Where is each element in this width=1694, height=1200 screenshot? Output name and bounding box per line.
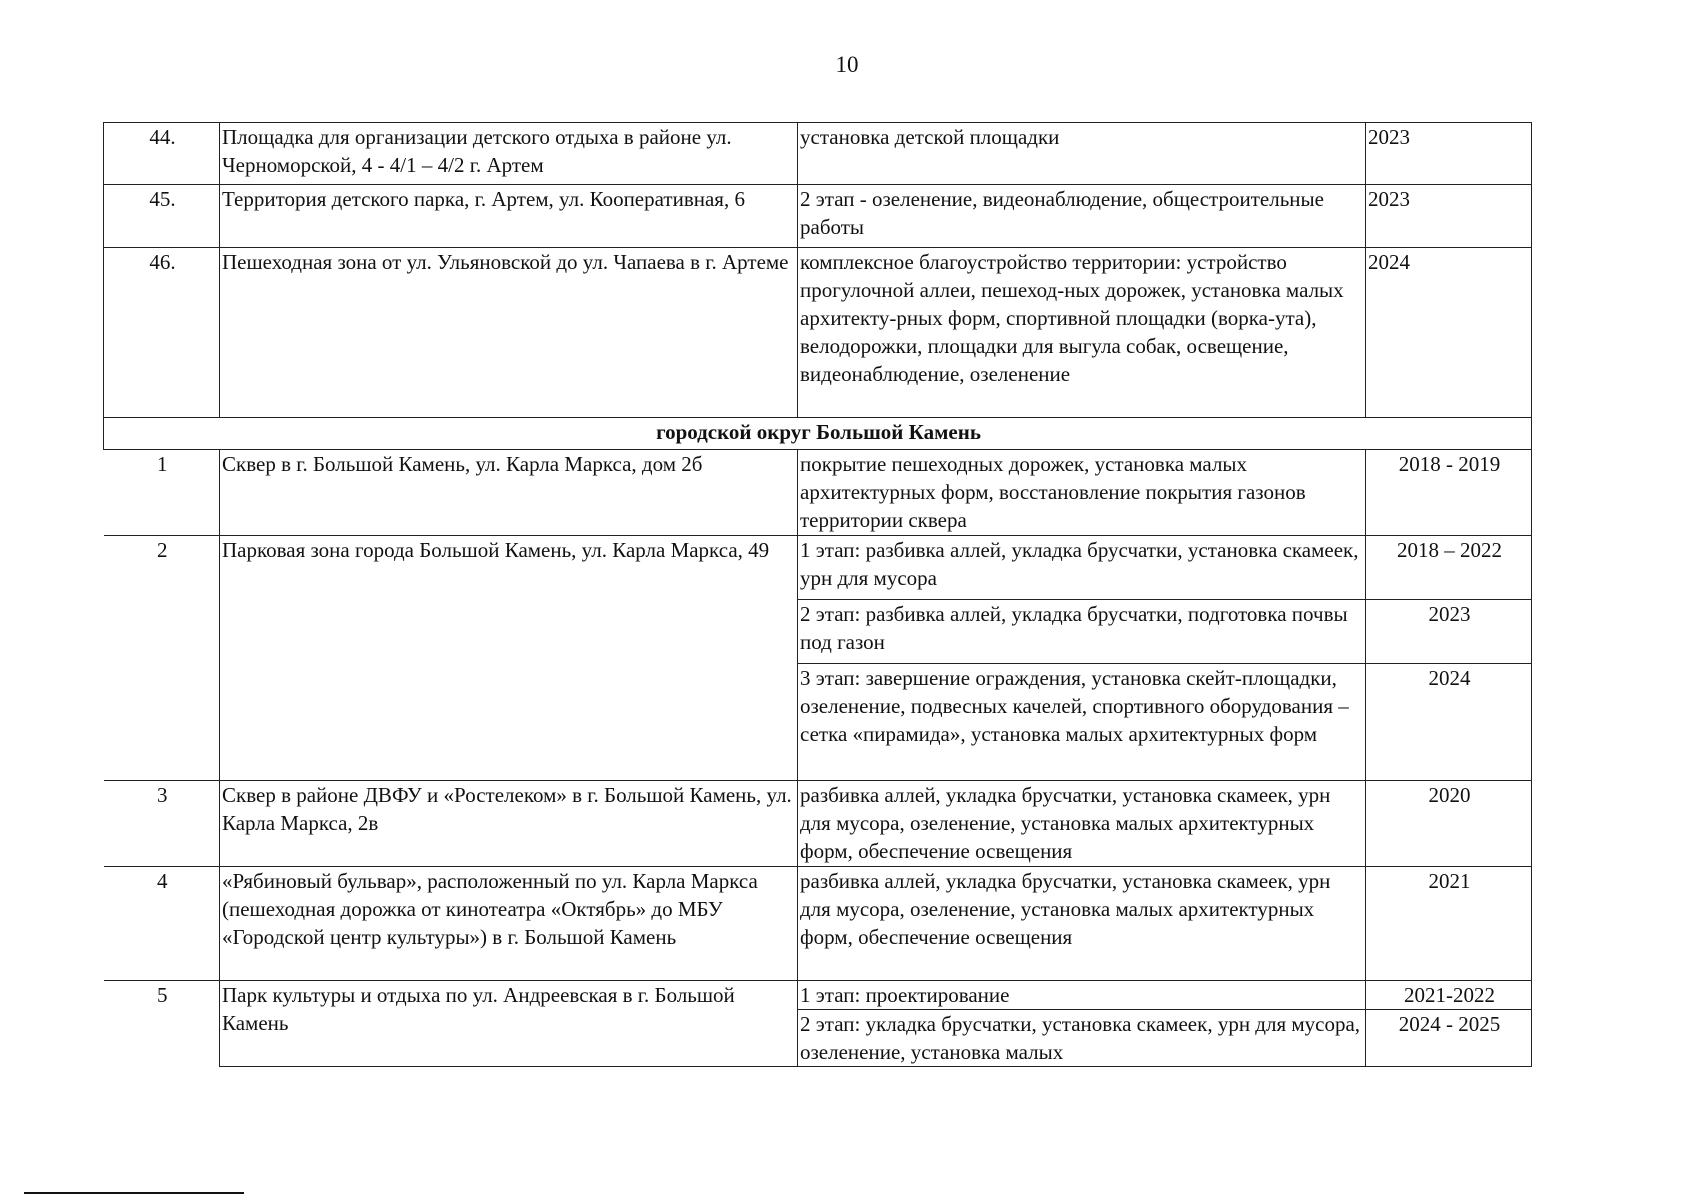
object-cell: Территория детского парка, г. Артем, ул. Кооперативная, 6 [220,185,798,248]
footnote-separator [24,1192,244,1194]
object-cell: Сквер в г. Большой Камень, ул. Карла Маркса, дом 2б [220,450,798,536]
work-cell: разбивка аллей, укладка брусчатки, установка скамеек, урн для мусора, озеленение, установка малых архитектурных форм, обеспечение освещения [798,867,1366,981]
page-number: 10 [835,52,859,77]
table-row [104,867,1532,981]
row-number-cell: 44. [104,123,220,185]
row-number-cell: 2 [104,536,220,781]
year-cell: 2018 - 2019 [1366,450,1532,536]
object-cell: «Рябиновый бульвар», расположенный по ул. Карла Маркса (пешеходная дорожка от кинотеатра «Октябрь» до МБУ «Городской центр культуры») в г. Большой Камень [220,867,798,981]
object-cell: Сквер в районе ДВФУ и «Ростелеком» в г. Большой Камень, ул. Карла Маркса, 2в [220,781,798,867]
work-cell: 1 этап: проектирование [798,981,1366,1010]
year-cell: 2021 [1366,867,1532,981]
row-number-cell: 3 [104,781,220,867]
year-cell: 2024 - 2025 [1366,1010,1532,1067]
table-row [104,248,1532,418]
work-cell: 2 этап - озеленение, видеонаблюдение, общестроительные работы [798,185,1366,248]
row-number-cell: 5 [104,981,220,1067]
work-cell: разбивка аллей, укладка брусчатки, установка скамеек, урн для мусора, озеленение, установка малых архитектурных форм, обеспечение освещения [798,781,1366,867]
year-cell: 2023 [1366,600,1532,664]
year-cell: 2024 [1366,248,1532,418]
year-cell: 2021-2022 [1366,981,1532,1010]
year-cell: 2023 [1366,123,1532,185]
row-number-cell: 46. [104,248,220,418]
work-cell: комплексное благоустройство территории: устройство прогулочной аллеи, пешеход-ных дорожек, установка малых архитекту-рных форм, спортивной площадки (ворка-ута), велодорожки, площадки для выгула собак, освещение, видеонаблюдение, озеленение [798,248,1366,418]
year-cell: 2023 [1366,185,1532,248]
work-cell: покрытие пешеходных дорожек, установка малых архитектурных форм, восстановление покрытия газонов территории сквера [798,450,1366,536]
year-cell: 2018 – 2022 [1366,536,1532,600]
section-header-row [104,418,1532,450]
work-cell: 1 этап: разбивка аллей, укладка брусчатки, установка скамеек, урн для мусора [798,536,1366,600]
row-number-cell: 45. [104,185,220,248]
object-cell: Парк культуры и отдыха по ул. Андреевская в г. Большой Камень [220,981,798,1067]
table-row [104,123,1532,185]
object-cell: Площадка для организации детского отдыха в районе ул. Черноморской, 4 - 4/1 – 4/2 г. Артем [220,123,798,185]
row-number-cell: 1 [104,450,220,536]
section-title: городской округ Большой Камень [104,418,1532,450]
year-cell: 2020 [1366,781,1532,867]
work-cell: 2 этап: разбивка аллей, укладка брусчатки, подготовка почвы под газон [798,600,1366,664]
work-cell: 2 этап: укладка брусчатки, установка скамеек, урн для мусора, озеленение, установка малых [798,1010,1366,1067]
table-row [104,781,1532,867]
row-number-cell: 4 [104,867,220,981]
work-cell: установка детской площадки [798,123,1366,185]
year-cell: 2024 [1366,664,1532,781]
table-row [104,185,1532,248]
object-cell: Парковая зона города Большой Камень, ул. Карла Маркса, 49 [220,536,798,781]
table-row [104,450,1532,536]
table-row [104,981,1532,1010]
object-cell: Пешеходная зона от ул. Ульяновской до ул. Чапаева в г. Артеме [220,248,798,418]
improvement-objects-table [103,122,1532,1067]
table-row [104,536,1532,600]
work-cell: 3 этап: завершение ограждения, установка скейт-площадки, озеленение, подвесных качелей, спортивного оборудования – сетка «пирамида», установка малых архитектурных форм [798,664,1366,781]
